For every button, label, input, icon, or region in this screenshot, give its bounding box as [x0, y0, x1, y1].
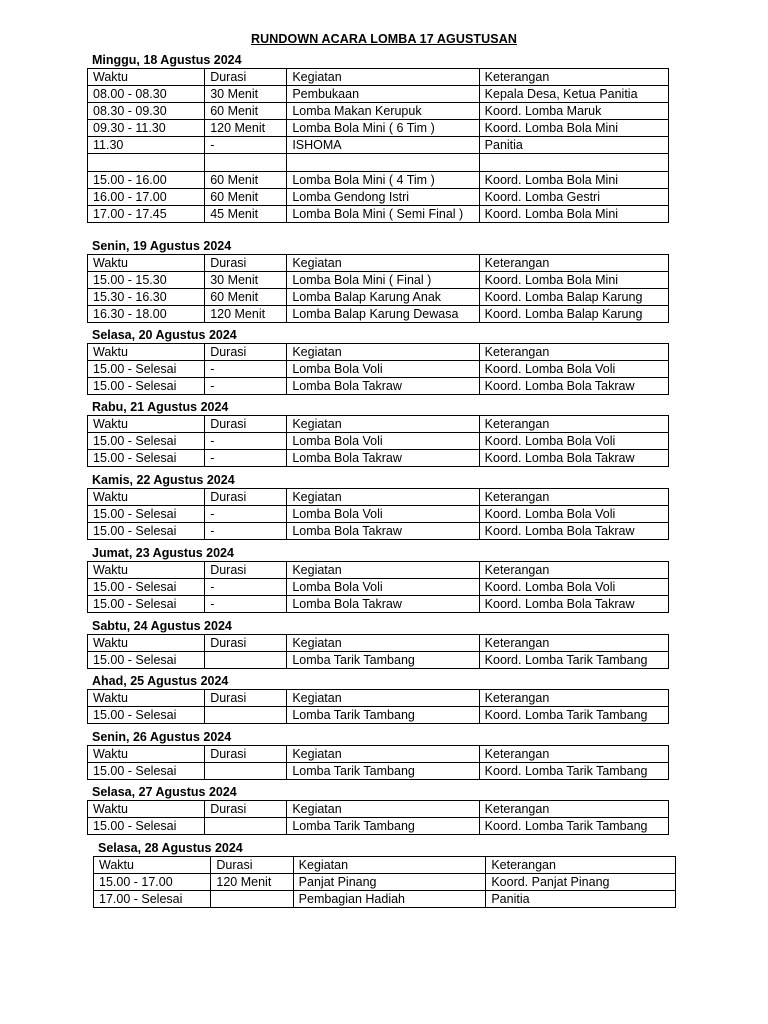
table-cell: Lomba Tarik Tambang: [287, 763, 479, 780]
table-row: [88, 86, 669, 103]
column-header: Waktu: [88, 801, 205, 818]
table-cell: Panitia: [486, 891, 676, 908]
table-cell: Koord. Lomba Maruk: [479, 103, 668, 120]
table-cell: 17.00 - 17.45: [88, 206, 205, 223]
column-header: Keterangan: [479, 416, 668, 433]
table-cell: Lomba Balap Karung Anak: [287, 289, 479, 306]
table-cell: 45 Menit: [205, 206, 287, 223]
column-header: Keterangan: [479, 489, 668, 506]
table-row: [88, 137, 669, 154]
table-cell: Koord. Lomba Bola Mini: [479, 172, 668, 189]
table-cell: 60 Menit: [205, 289, 287, 306]
table-row: [88, 206, 669, 223]
day-title: Senin, 26 Agustus 2024: [92, 730, 232, 744]
table-cell: -: [205, 433, 287, 450]
table-cell: [88, 154, 205, 172]
table-cell: Koord. Lomba Bola Takraw: [479, 523, 668, 540]
schedule-table: [87, 561, 669, 613]
schedule-table: [87, 343, 669, 395]
day-section: [87, 545, 669, 613]
column-header: Kegiatan: [287, 746, 479, 763]
table-cell: Koord. Lomba Bola Takraw: [479, 378, 668, 395]
table-row: [94, 891, 676, 908]
table-cell: Lomba Bola Mini ( Final ): [287, 272, 479, 289]
table-cell: Lomba Bola Mini ( 6 Tim ): [287, 120, 479, 137]
schedule-table: [87, 800, 669, 835]
column-header: Kegiatan: [287, 801, 479, 818]
day-section: [87, 784, 669, 835]
day-title: Selasa, 27 Agustus 2024: [92, 785, 237, 799]
day-section: [87, 52, 669, 223]
day-title: Ahad, 25 Agustus 2024: [92, 674, 229, 688]
table-cell: 15.00 - Selesai: [88, 433, 205, 450]
column-header: Waktu: [94, 857, 211, 874]
column-header: Keterangan: [479, 562, 668, 579]
table-cell: Koord. Lomba Bola Voli: [479, 433, 668, 450]
table-cell: 120 Menit: [205, 120, 287, 137]
table-cell: [205, 707, 287, 724]
table-cell: Lomba Bola Voli: [287, 433, 479, 450]
table-cell: Koord. Lomba Tarik Tambang: [479, 818, 668, 835]
table-cell: 120 Menit: [211, 874, 293, 891]
table-cell: Koord. Lomba Tarik Tambang: [479, 652, 668, 669]
table-cell: -: [205, 596, 287, 613]
table-cell: 16.00 - 17.00: [88, 189, 205, 206]
table-row: [88, 272, 669, 289]
table-row: [88, 450, 669, 467]
table-cell: 15.00 - 16.00: [88, 172, 205, 189]
table-cell: -: [205, 378, 287, 395]
day-title: Kamis, 22 Agustus 2024: [92, 473, 235, 487]
table-header-row: [88, 690, 669, 707]
column-header: Waktu: [88, 489, 205, 506]
table-cell: 15.00 - Selesai: [88, 378, 205, 395]
table-cell: Lomba Tarik Tambang: [287, 652, 479, 669]
table-cell: -: [205, 506, 287, 523]
column-header: Durasi: [205, 746, 287, 763]
table-cell: Lomba Bola Voli: [287, 579, 479, 596]
column-header: Durasi: [205, 690, 287, 707]
column-header: Durasi: [205, 416, 287, 433]
column-header: Kegiatan: [287, 69, 479, 86]
table-cell: Lomba Tarik Tambang: [287, 707, 479, 724]
day-section: [87, 399, 669, 467]
table-cell: 15.00 - Selesai: [88, 596, 205, 613]
table-cell: [205, 154, 287, 172]
column-header: Durasi: [205, 562, 287, 579]
table-header-row: [88, 635, 669, 652]
table-cell: 15.00 - Selesai: [88, 818, 205, 835]
column-header: Waktu: [88, 690, 205, 707]
table-row: [88, 289, 669, 306]
table-header-row: [88, 255, 669, 272]
column-header: Kegiatan: [293, 857, 486, 874]
column-header: Keterangan: [479, 690, 668, 707]
table-row: [88, 596, 669, 613]
column-header: Durasi: [205, 489, 287, 506]
table-cell: Panitia: [479, 137, 668, 154]
column-header: Kegiatan: [287, 489, 479, 506]
table-header-row: [88, 746, 669, 763]
table-header-row: [88, 801, 669, 818]
table-cell: Koord. Lomba Bola Voli: [479, 579, 668, 596]
table-cell: 15.00 - Selesai: [88, 652, 205, 669]
day-section: [87, 472, 669, 540]
table-cell: Koord. Lomba Bola Mini: [479, 120, 668, 137]
table-cell: ISHOMA: [287, 137, 479, 154]
day-title: Minggu, 18 Agustus 2024: [92, 53, 242, 67]
table-cell: Koord. Lomba Tarik Tambang: [479, 707, 668, 724]
table-cell: [287, 154, 479, 172]
table-cell: Koord. Lomba Balap Karung: [479, 289, 668, 306]
table-cell: Lomba Bola Voli: [287, 506, 479, 523]
column-header: Keterangan: [479, 69, 668, 86]
column-header: Durasi: [211, 857, 293, 874]
table-cell: Koord. Lomba Bola Takraw: [479, 450, 668, 467]
table-cell: Lomba Gendong Istri: [287, 189, 479, 206]
table-cell: 15.00 - Selesai: [88, 707, 205, 724]
table-cell: Lomba Bola Takraw: [287, 523, 479, 540]
column-header: Keterangan: [479, 746, 668, 763]
column-header: Waktu: [88, 344, 205, 361]
day-section: [87, 729, 669, 780]
table-cell: Koord. Lomba Tarik Tambang: [479, 763, 668, 780]
table-cell: 15.00 - Selesai: [88, 506, 205, 523]
schedule-table: [87, 745, 669, 780]
table-cell: Lomba Bola Mini ( 4 Tim ): [287, 172, 479, 189]
table-cell: Koord. Panjat Pinang: [486, 874, 676, 891]
table-cell: Pembagian Hadiah: [293, 891, 486, 908]
table-cell: Lomba Bola Takraw: [287, 596, 479, 613]
table-cell: [211, 891, 293, 908]
column-header: Keterangan: [479, 801, 668, 818]
column-header: Keterangan: [479, 344, 668, 361]
table-cell: 60 Menit: [205, 172, 287, 189]
day-section: [93, 840, 676, 908]
table-cell: Koord. Lomba Bola Mini: [479, 206, 668, 223]
table-cell: 15.00 - Selesai: [88, 450, 205, 467]
column-header: Waktu: [88, 69, 205, 86]
table-cell: 17.00 - Selesai: [94, 891, 211, 908]
table-cell: Lomba Makan Kerupuk: [287, 103, 479, 120]
table-cell: -: [205, 361, 287, 378]
table-row: [88, 189, 669, 206]
table-row: [88, 361, 669, 378]
table-cell: Koord. Lomba Balap Karung: [479, 306, 668, 323]
table-cell: 60 Menit: [205, 103, 287, 120]
table-cell: Panjat Pinang: [293, 874, 486, 891]
column-header: Keterangan: [486, 857, 676, 874]
table-cell: Pembukaan: [287, 86, 479, 103]
table-header-row: [88, 562, 669, 579]
table-cell: Lomba Tarik Tambang: [287, 818, 479, 835]
table-cell: 60 Menit: [205, 189, 287, 206]
table-cell: 15.00 - Selesai: [88, 763, 205, 780]
table-cell: 09.30 - 11.30: [88, 120, 205, 137]
table-cell: Lomba Balap Karung Dewasa: [287, 306, 479, 323]
column-header: Durasi: [205, 69, 287, 86]
column-header: Kegiatan: [287, 635, 479, 652]
schedule-table: [87, 68, 669, 223]
document-title: RUNDOWN ACARA LOMBA 17 AGUSTUSAN: [251, 32, 517, 46]
table-cell: Lomba Bola Takraw: [287, 378, 479, 395]
day-title: Rabu, 21 Agustus 2024: [92, 400, 229, 414]
table-cell: Koord. Lomba Bola Voli: [479, 361, 668, 378]
table-cell: -: [205, 450, 287, 467]
table-cell: Kepala Desa, Ketua Panitia: [479, 86, 668, 103]
table-cell: 16.30 - 18.00: [88, 306, 205, 323]
table-cell: -: [205, 137, 287, 154]
table-header-row: [88, 489, 669, 506]
table-cell: 11.30: [88, 137, 205, 154]
table-cell: 08.00 - 08.30: [88, 86, 205, 103]
column-header: Durasi: [205, 344, 287, 361]
column-header: Keterangan: [479, 635, 668, 652]
table-cell: Koord. Lomba Bola Mini: [479, 272, 668, 289]
table-header-row: [88, 416, 669, 433]
day-section: [87, 327, 669, 395]
schedule-table: [87, 254, 669, 323]
day-title: Jumat, 23 Agustus 2024: [92, 546, 234, 560]
table-cell: 15.00 - 15.30: [88, 272, 205, 289]
table-cell: [205, 818, 287, 835]
column-header: Kegiatan: [287, 690, 479, 707]
table-row: [88, 154, 669, 172]
table-cell: 30 Menit: [205, 272, 287, 289]
schedule-table: [87, 415, 669, 467]
schedule-table: [87, 689, 669, 724]
day-title: Senin, 19 Agustus 2024: [92, 239, 232, 253]
column-header: Waktu: [88, 255, 205, 272]
table-cell: Koord. Lomba Gestri: [479, 189, 668, 206]
table-row: [88, 523, 669, 540]
table-row: [88, 707, 669, 724]
table-cell: Lomba Bola Mini ( Semi Final ): [287, 206, 479, 223]
table-cell: 08.30 - 09.30: [88, 103, 205, 120]
table-cell: 15.00 - Selesai: [88, 523, 205, 540]
table-row: [88, 120, 669, 137]
table-row: [88, 306, 669, 323]
table-cell: -: [205, 579, 287, 596]
table-header-row: [88, 344, 669, 361]
table-cell: Lomba Bola Takraw: [287, 450, 479, 467]
column-header: Waktu: [88, 562, 205, 579]
table-cell: -: [205, 523, 287, 540]
column-header: Keterangan: [479, 255, 668, 272]
table-cell: 15.00 - 17.00: [94, 874, 211, 891]
table-cell: 30 Menit: [205, 86, 287, 103]
day-section: [87, 618, 669, 669]
schedule-table: [93, 856, 676, 908]
table-cell: Koord. Lomba Bola Takraw: [479, 596, 668, 613]
column-header: Durasi: [205, 635, 287, 652]
day-section: [87, 238, 669, 323]
schedule-table: [87, 634, 669, 669]
column-header: Durasi: [205, 255, 287, 272]
schedule-table: [87, 488, 669, 540]
table-row: [88, 433, 669, 450]
table-cell: [205, 652, 287, 669]
table-row: [94, 874, 676, 891]
table-row: [88, 579, 669, 596]
day-title: Selasa, 28 Agustus 2024: [98, 841, 243, 855]
column-header: Waktu: [88, 416, 205, 433]
table-header-row: [88, 69, 669, 86]
table-cell: 15.00 - Selesai: [88, 361, 205, 378]
column-header: Durasi: [205, 801, 287, 818]
day-title: Sabtu, 24 Agustus 2024: [92, 619, 232, 633]
table-cell: Lomba Bola Voli: [287, 361, 479, 378]
table-cell: [479, 154, 668, 172]
table-cell: 120 Menit: [205, 306, 287, 323]
column-header: Kegiatan: [287, 416, 479, 433]
table-row: [88, 103, 669, 120]
column-header: Kegiatan: [287, 562, 479, 579]
day-section: [87, 673, 669, 724]
table-row: [88, 763, 669, 780]
table-row: [88, 818, 669, 835]
table-header-row: [94, 857, 676, 874]
table-row: [88, 172, 669, 189]
table-cell: Koord. Lomba Bola Voli: [479, 506, 668, 523]
table-row: [88, 652, 669, 669]
day-title: Selasa, 20 Agustus 2024: [92, 328, 237, 342]
column-header: Kegiatan: [287, 255, 479, 272]
column-header: Kegiatan: [287, 344, 479, 361]
table-cell: [205, 763, 287, 780]
column-header: Waktu: [88, 746, 205, 763]
column-header: Waktu: [88, 635, 205, 652]
table-row: [88, 378, 669, 395]
table-cell: 15.00 - Selesai: [88, 579, 205, 596]
table-cell: 15.30 - 16.30: [88, 289, 205, 306]
table-row: [88, 506, 669, 523]
